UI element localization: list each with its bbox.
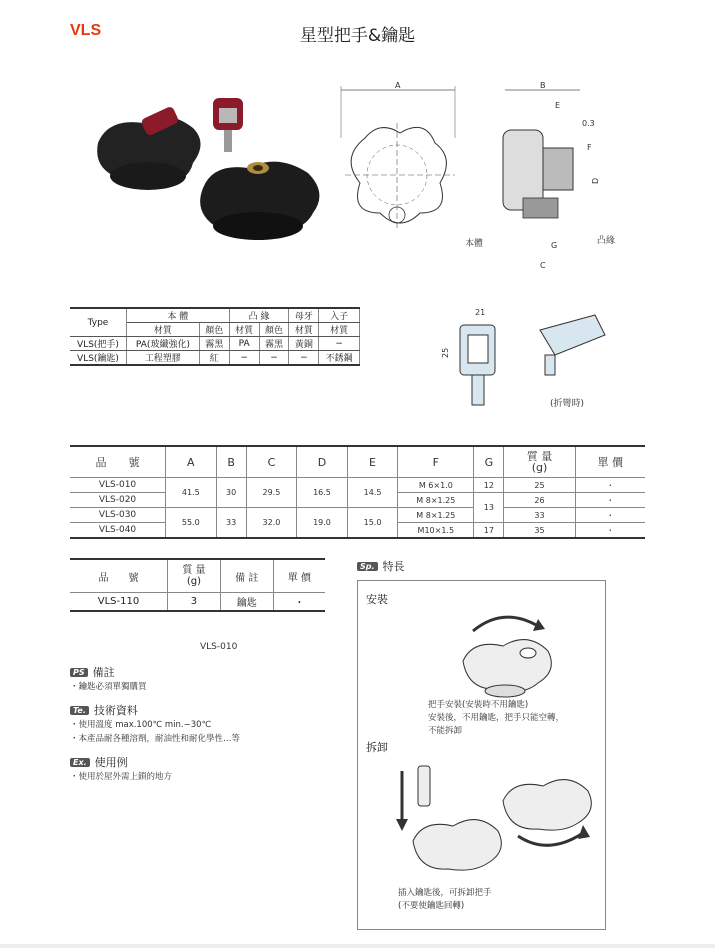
install-note-line: 安裝後，不用鑰匙，把手只能空轉， — [428, 713, 565, 723]
dim-cell: ・ — [575, 478, 645, 493]
te-line: ・使用溫度 max.100℃ min.−30℃ — [70, 720, 212, 730]
remove-note-line: (不要使鑰匙回轉) — [398, 901, 465, 911]
dim-cell: VLS-010 — [70, 478, 166, 493]
dim-cell: 55.0 — [166, 508, 217, 539]
model-sublabel: VLS-010 — [200, 642, 238, 652]
dim-cell: M10×1.5 — [398, 523, 474, 539]
install-label: 安裝 — [366, 593, 388, 606]
spec-group-header: 入子 — [319, 308, 360, 323]
page-title: 星型把手&鑰匙 — [299, 26, 416, 46]
key-cell: ・ — [273, 593, 325, 612]
spec-group-header: 凸 緣 — [229, 308, 289, 323]
dim-cell: 16.5 — [297, 478, 348, 508]
features-box — [357, 580, 606, 930]
te-line: ・本產品耐各種溶劑，耐油性和耐化學性…等 — [70, 734, 241, 744]
spec-cell: − — [259, 351, 289, 366]
ex-title: 使用例 — [94, 756, 128, 769]
dim-cell: 13 — [474, 493, 504, 523]
spec-cell: 不銹鋼 — [319, 351, 360, 366]
dim-cell: M 6×1.0 — [398, 478, 474, 493]
dim-header: C — [246, 446, 297, 478]
dim-cell: 30 — [216, 478, 246, 508]
key-header: 單 價 — [273, 559, 325, 593]
features-title: 特長 — [382, 560, 405, 573]
key-bent-label: (折彎時) — [550, 399, 585, 409]
dim-label-a: A — [395, 81, 401, 90]
dim-cell: VLS-030 — [70, 508, 166, 523]
dim-cell: 41.5 — [166, 478, 217, 508]
remove-note — [398, 887, 492, 913]
dim-header: F — [398, 446, 474, 478]
key-cell: VLS-110 — [70, 593, 168, 612]
dim-cell: 17 — [474, 523, 504, 539]
features-heading — [357, 558, 405, 574]
te-title: 技術資料 — [93, 704, 138, 717]
dim-header: 單 價 — [575, 446, 645, 478]
dim-cell: 29.5 — [246, 478, 297, 508]
spec-cell: 紅 — [199, 351, 229, 366]
dim-cell: ・ — [575, 493, 645, 508]
spec-subheader: 顏色 — [259, 323, 289, 337]
dim-cell: VLS-020 — [70, 493, 166, 508]
table-row — [70, 508, 645, 523]
spec-cell: 霧黑 — [199, 337, 229, 351]
spec-cell: PA — [229, 337, 259, 351]
dim-cell: 25 — [504, 478, 575, 493]
install-note-line: 把手安裝(安裝時不用鑰匙) — [428, 700, 529, 710]
key-table — [70, 558, 325, 612]
spec-subheader: 顏色 — [199, 323, 229, 337]
spec-cell: − — [319, 337, 360, 351]
label-boss: 凸緣 — [597, 236, 616, 246]
install-note — [428, 699, 564, 738]
dim-label-c: C — [540, 261, 546, 270]
key-drawing — [420, 300, 620, 415]
page-bottom-border — [0, 944, 715, 948]
table-row — [70, 337, 360, 351]
dim-label-e: E — [555, 101, 561, 110]
key-header: 質 量 (g) — [168, 559, 221, 593]
dim-cell: ・ — [575, 523, 645, 539]
dim-cell: 32.0 — [246, 508, 297, 539]
dim-label-b: B — [540, 81, 546, 90]
technical-drawing — [335, 78, 635, 273]
dim-header: 質 量 (g) — [504, 446, 575, 478]
dim-cell: 33 — [216, 508, 246, 539]
notes-section — [70, 664, 350, 784]
key-height-label: 25 — [441, 347, 450, 358]
brand-code: VLS — [70, 22, 102, 39]
dim-cell: M 8×1.25 — [398, 493, 474, 508]
spec-subheader: 材質 — [289, 323, 319, 337]
dim-header: G — [474, 446, 504, 478]
spec-cell: 黃銅 — [289, 337, 319, 351]
install-illustration — [453, 601, 563, 701]
dim-cell: ・ — [575, 508, 645, 523]
dimension-table — [70, 445, 645, 539]
spec-cell: − — [229, 351, 259, 366]
sp-tag: Sp. — [357, 562, 378, 571]
dim-label-g: G — [551, 241, 558, 250]
ex-tag: Ex. — [70, 758, 90, 767]
dim-header: 品 號 — [70, 446, 166, 478]
spec-subheader: 材質 — [127, 323, 200, 337]
ps-line: ・鑰匙必須單獨購買 — [70, 682, 147, 692]
dim-cell: VLS-040 — [70, 523, 166, 539]
ps-tag: PS — [70, 668, 88, 677]
spec-group-header: 本 體 — [127, 308, 230, 323]
dim-header: B — [216, 446, 246, 478]
dim-cell: 35 — [504, 523, 575, 539]
ps-title: 備註 — [92, 666, 115, 679]
spec-cell: 霧黑 — [259, 337, 289, 351]
spec-subheader: 材質 — [229, 323, 259, 337]
te-tag: Te. — [70, 706, 89, 715]
spec-subheader: 材質 — [319, 323, 360, 337]
table-row — [70, 478, 645, 493]
dim-label-d: D — [591, 177, 600, 184]
label-body: 本體 — [465, 239, 484, 249]
remove-note-line: 插入鑰匙後，可拆卸把手 — [398, 888, 492, 898]
dim-cell: 12 — [474, 478, 504, 493]
key-header: 備 註 — [220, 559, 273, 593]
product-photo — [88, 88, 338, 263]
spec-type-header: Type — [70, 308, 127, 337]
spec-cell: − — [289, 351, 319, 366]
table-row — [70, 351, 360, 366]
dim-cell: 19.0 — [297, 508, 348, 539]
spec-cell: VLS(把手) — [70, 337, 127, 351]
dim-header: D — [297, 446, 348, 478]
key-cell: 3 — [168, 593, 221, 612]
dim-label-offset: 0.3 — [582, 119, 595, 128]
key-width-label: 21 — [475, 308, 486, 317]
remove-label: 拆卸 — [366, 741, 388, 754]
spec-cell: 工程塑膠 — [127, 351, 200, 366]
spec-group-header: 母牙 — [289, 308, 319, 323]
dim-header: E — [347, 446, 398, 478]
spec-cell: VLS(鑰匙) — [70, 351, 127, 366]
key-cell: 鑰匙 — [220, 593, 273, 612]
dim-cell: M 8×1.25 — [398, 508, 474, 523]
dim-header: A — [166, 446, 217, 478]
dim-label-f: F — [587, 143, 592, 152]
dim-cell: 14.5 — [347, 478, 398, 508]
dim-cell: 33 — [504, 508, 575, 523]
table-row — [70, 593, 325, 612]
dim-cell: 15.0 — [347, 508, 398, 539]
spec-cell: PA(玻纖強化) — [127, 337, 200, 351]
ex-line: ・使用於屋外需上鎖的地方 — [70, 772, 173, 782]
key-header: 品 號 — [70, 559, 168, 593]
install-note-line: 不能拆卸 — [428, 726, 463, 736]
remove-illustration — [388, 761, 598, 876]
spec-table — [70, 307, 360, 366]
dim-cell: 26 — [504, 493, 575, 508]
